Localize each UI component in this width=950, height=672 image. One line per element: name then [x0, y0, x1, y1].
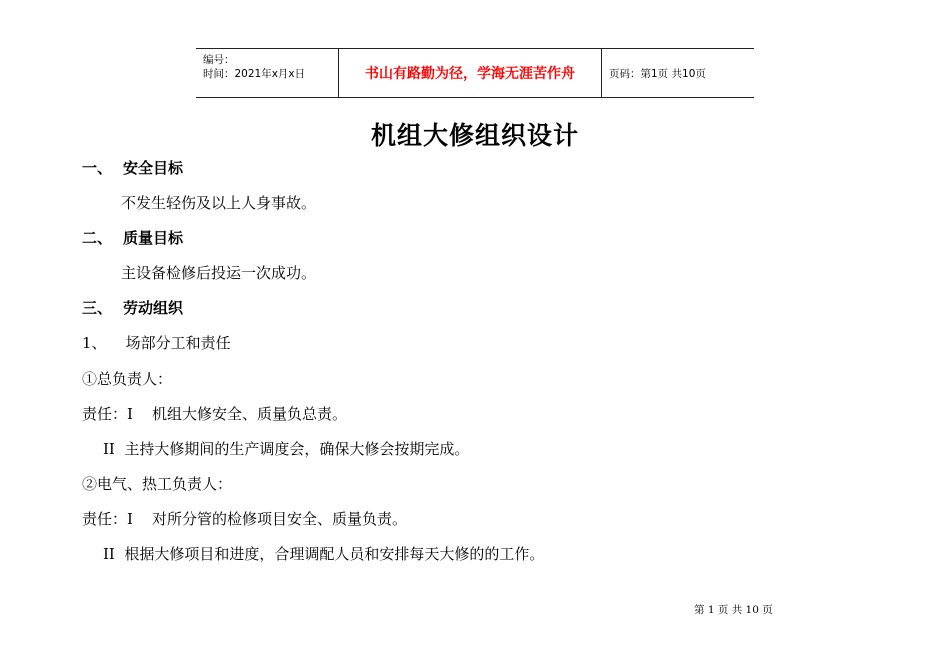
list-item: II 主持大修期间的生产调度会，确保大修会按期完成。: [103, 440, 470, 458]
list-item: 责任：I 对所分管的检修项目安全、质量负责。: [82, 510, 407, 528]
section-number: 三、: [82, 299, 113, 317]
section-number: 二、: [82, 229, 113, 247]
page-footer: 第 1 页 共 10 页: [694, 604, 773, 616]
serial-label: 编号：: [203, 54, 235, 66]
header-meta: [203, 53, 305, 81]
section-title: 安全目标: [123, 159, 184, 177]
header-page-code: 页码：第1页 共10页: [609, 67, 706, 80]
header-motto: 书山有路勤为径，学海无涯苦作舟: [365, 66, 575, 82]
section-heading-labor: [82, 298, 183, 318]
list-item: 责任：I 机组大修安全、质量负总责。: [82, 405, 347, 423]
section-title: 劳动组织: [123, 299, 184, 317]
section-number: 一、: [82, 159, 113, 177]
document-title: 机组大修组织设计: [370, 121, 579, 150]
list-item: ①总负责人：: [82, 370, 173, 388]
section-title: 质量目标: [123, 229, 184, 247]
time-label: 时间：2021年x月x日: [203, 68, 306, 80]
document-header: [196, 48, 754, 98]
section-heading-quality: [82, 228, 183, 248]
header-divider: [601, 49, 602, 97]
list-item: II 根据大修项目和进度，合理调配人员和安排每天大修的的工作。: [103, 545, 545, 563]
section-heading-safety: [82, 158, 183, 178]
list-item: ②电气、热工负责人：: [82, 475, 233, 493]
paragraph: 主设备检修后投运一次成功。: [121, 264, 317, 282]
list-item: 1、 场部分工和责任: [82, 334, 231, 352]
paragraph: 不发生轻伤及以上人身事故。: [121, 194, 317, 212]
